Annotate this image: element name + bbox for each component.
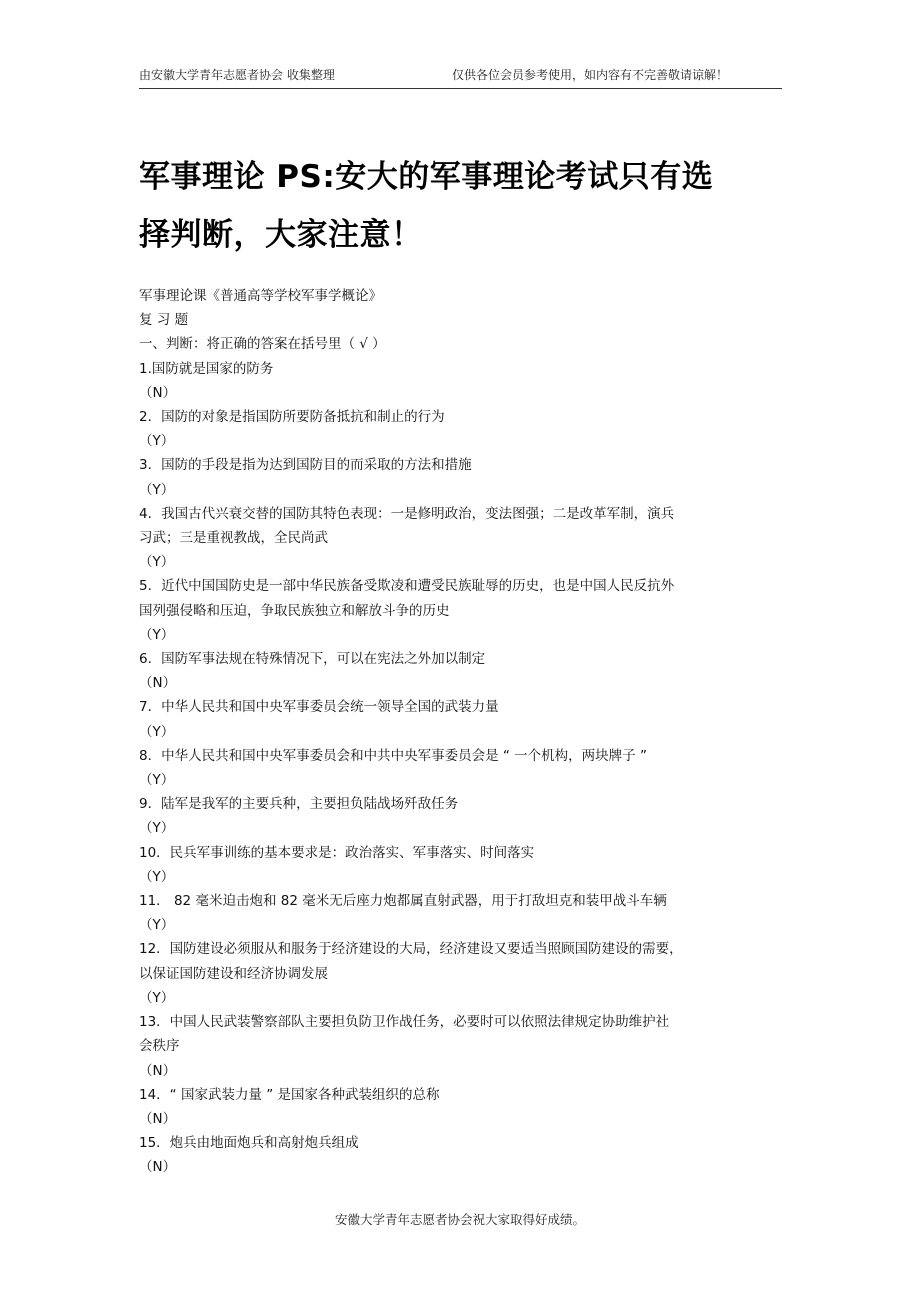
question-text: 习武；三是重视教战，全民尚武 <box>139 530 328 547</box>
question-item <box>139 647 759 695</box>
header-right-text: 仅供各位会员参考使用，如内容有不完善敬请谅解！ <box>452 68 729 82</box>
header-left-text: 由安徽大学青年志愿者协会 收集整理 <box>139 68 335 82</box>
section-heading: 一、判断：将正确的答案在括号里（ √ ） <box>139 336 386 353</box>
page-header <box>139 66 781 86</box>
document-body <box>139 284 759 1180</box>
question-answer: （Y） <box>139 820 175 837</box>
question-text: 5．近代中国国防史是一部中华民族备受欺凌和遭受民族耻辱的历史，也是中国人民反抗外 <box>139 578 675 595</box>
question-text: 15．炮兵由地面炮兵和高射炮兵组成 <box>139 1135 359 1152</box>
question-item <box>139 502 759 575</box>
question-answer: （Y） <box>139 723 175 740</box>
question-answer: （Y） <box>139 868 175 885</box>
question-list <box>139 357 759 1180</box>
question-answer: （N） <box>139 1110 177 1127</box>
question-item <box>139 1083 759 1131</box>
question-answer: （Y） <box>139 626 175 643</box>
question-text: 13．中国人民武装警察部队主要担负防卫作战任务，必要时可以依照法律规定协助维护社 <box>139 1014 670 1031</box>
question-answer: （N） <box>139 1159 177 1176</box>
question-item <box>139 453 759 501</box>
question-item <box>139 405 759 453</box>
question-item <box>139 695 759 743</box>
question-answer: （Y） <box>139 989 175 1006</box>
document-title <box>139 148 779 264</box>
question-item <box>139 1131 759 1179</box>
question-text: 7．中华人民共和国中央军事委员会统一领导全国的武装力量 <box>139 699 499 716</box>
question-answer: （Y） <box>139 554 175 571</box>
question-text: 8．中华人民共和国中央军事委员会和中共中央军事委员会是 “ 一个机构，两块牌子 ” <box>139 747 647 764</box>
question-item <box>139 937 759 1010</box>
page-footer: 安徽大学青年志愿者协会祝大家取得好成绩。 <box>334 1212 585 1227</box>
header-divider <box>139 88 782 89</box>
title-line-2: 择判断，大家注意！ <box>139 217 423 253</box>
question-text: 6．国防军事法规在特殊情况下，可以在宪法之外加以制定 <box>139 651 486 668</box>
question-answer: （Y） <box>139 433 175 450</box>
question-text: 国列强侵略和压迫，争取民族独立和解放斗争的历史 <box>139 602 450 619</box>
question-answer: （N） <box>139 384 177 401</box>
question-item <box>139 357 759 405</box>
title-line-1: 军事理论 PS:安大的军事理论考试只有选 <box>139 159 714 195</box>
question-item <box>139 841 759 889</box>
question-text: 4．我国古代兴衰交替的国防其特色表现：一是修明政治，变法图强；二是改革军制，演兵 <box>139 505 675 522</box>
question-text: 9．陆军是我军的主要兵种，主要担负陆战场歼敌任务 <box>139 796 459 813</box>
course-name: 军事理论课《普通高等学校军事学概论》 <box>139 288 382 304</box>
question-item <box>139 1010 759 1083</box>
question-text: 11． 82 毫米迫击炮和 82 毫米无后座力炮都属直射武器，用于打敌坦克和装甲战斗车辆 <box>139 893 667 910</box>
question-answer: （N） <box>139 1062 177 1079</box>
question-text: 以保证国防建设和经济协调发展 <box>139 965 328 982</box>
question-text: 1.国防就是国家的防务 <box>139 360 274 377</box>
question-text: 14．“ 国家武装力量 ” 是国家各种武装组织的总称 <box>139 1086 440 1103</box>
question-item <box>139 889 759 937</box>
question-answer: （Y） <box>139 917 175 934</box>
review-heading: 复 习 题 <box>139 312 189 329</box>
question-answer: （Y） <box>139 772 175 789</box>
question-item <box>139 792 759 840</box>
question-answer: （N） <box>139 675 177 692</box>
question-text: 12．国防建设必须服从和服务于经济建设的大局，经济建设又要适当照顾国防建设的需要， <box>139 941 683 958</box>
question-text: 2．国防的对象是指国防所要防备抵抗和制止的行为 <box>139 409 445 426</box>
question-text: 3．国防的手段是指为达到国防目的而采取的方法和措施 <box>139 457 472 474</box>
question-item <box>139 574 759 647</box>
question-text: 10．民兵军事训练的基本要求是：政治落实、军事落实、时间落实 <box>139 844 535 861</box>
question-text: 会秩序 <box>139 1038 180 1055</box>
question-answer: （Y） <box>139 481 175 498</box>
question-item <box>139 744 759 792</box>
